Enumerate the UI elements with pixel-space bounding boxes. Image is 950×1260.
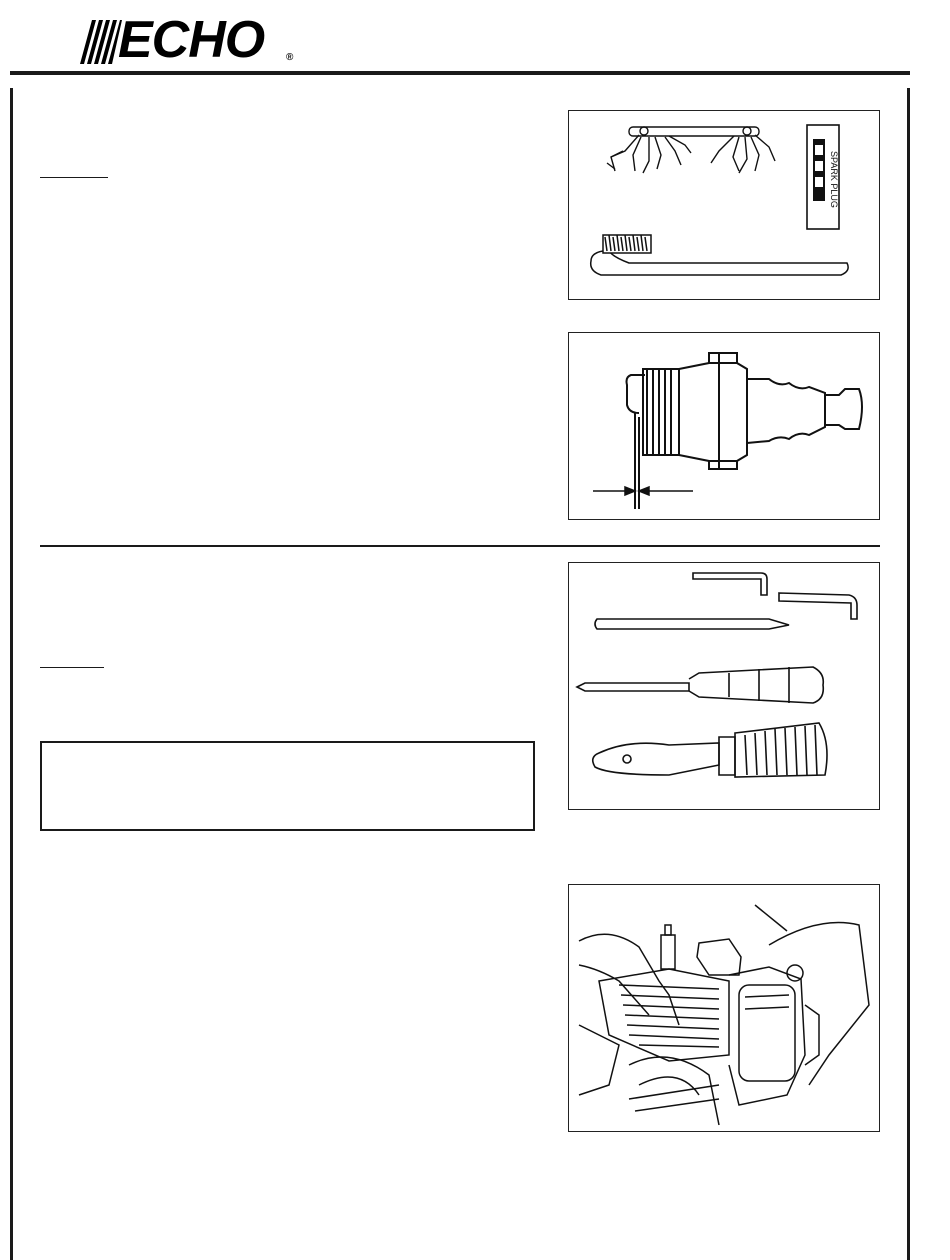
spark-plug-gap-illustration [569, 333, 879, 519]
hex-key-small-icon [693, 573, 767, 595]
gap-gauge-icon [607, 127, 775, 173]
figure-basic-tools [568, 562, 880, 810]
logo-stripes [62, 16, 122, 66]
spark-plug-package-icon [807, 125, 839, 229]
heading-underline-2 [40, 667, 104, 668]
spark-plug-tools-illustration [569, 111, 879, 299]
screwdriver-icon [577, 667, 823, 703]
leader-line [755, 905, 787, 931]
package-label: SPARK PLUG [829, 151, 839, 208]
wire-brush-icon [591, 235, 848, 275]
echo-logo [62, 11, 300, 69]
spark-plug-icon [627, 353, 863, 509]
pin-punch-icon [595, 619, 789, 629]
gap-arrows [593, 487, 693, 495]
figure-spark-plug-gap [568, 332, 880, 520]
section-divider [40, 545, 880, 547]
header-rule [10, 71, 910, 75]
right-margin-line [907, 88, 910, 1260]
logo-wordmark: ECHO [118, 11, 265, 69]
engine-illustration [569, 885, 879, 1131]
basic-tools-illustration [569, 563, 879, 809]
spark-plug-icon [661, 935, 675, 969]
heading-underline-1 [40, 177, 108, 178]
notice-box [40, 741, 535, 831]
left-margin-line [10, 88, 13, 1260]
figure-spark-plug-tools [568, 110, 880, 300]
cleaning-brush-icon [593, 723, 827, 777]
registered-mark: ® [286, 52, 294, 63]
figure-engine [568, 884, 880, 1132]
hex-key-large-icon [779, 593, 857, 619]
